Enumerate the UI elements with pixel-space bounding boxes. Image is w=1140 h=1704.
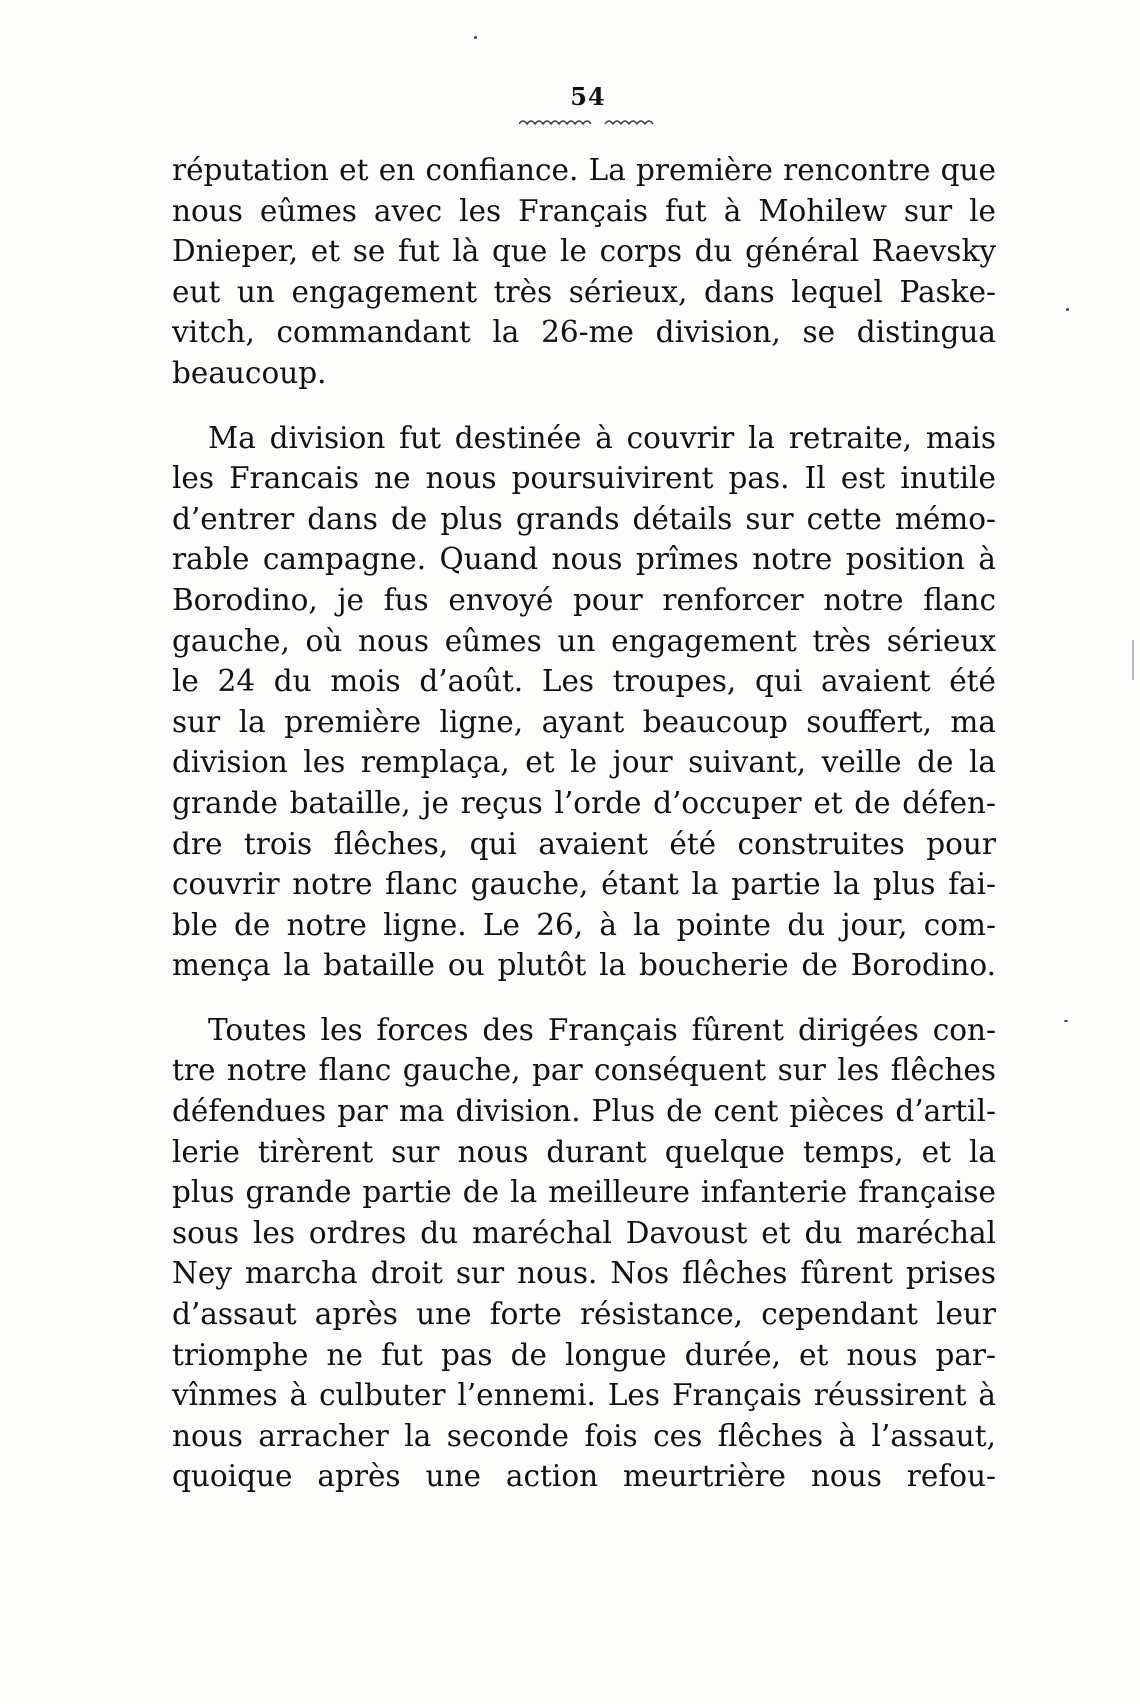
scan-speck — [1064, 1020, 1068, 1022]
text-line: Borodino, je fus envoyé pour renforcer notre flanc — [172, 582, 996, 617]
text-line: Toutes les forces des Français fûrent dirigées con- — [208, 1012, 996, 1047]
scan-speck — [1066, 308, 1069, 311]
page-number: 54 — [570, 82, 606, 111]
text-line: le 24 du mois d’août. Les troupes, qui avaient été — [172, 664, 996, 699]
text-line: Ney marcha droit sur nous. Nos flêches fûrent prises — [172, 1256, 996, 1291]
text-line: Dnieper, et se fut là que le corps du général Raevsky — [172, 234, 996, 269]
text-line: sous les ordres du maréchal Davoust et du maréchal — [172, 1215, 996, 1250]
text-line: dre trois flêches, qui avaient été construites pour — [172, 826, 996, 861]
text-line: grande bataille, je reçus l’orde d’occuper et de défen- — [172, 785, 996, 820]
text-line: gauche, où nous eûmes un engagement très sérieux — [172, 623, 996, 658]
scan-speck — [474, 36, 477, 39]
wavy-rule-ornament — [519, 116, 657, 128]
text-line: d’entrer dans de plus grands détails sur cette mémo- — [172, 501, 996, 536]
scan-speck — [1132, 640, 1134, 680]
text-line: tre notre flanc gauche, par conséquent sur les flêches — [172, 1053, 996, 1088]
paragraph-3 — [172, 1010, 996, 1497]
text-line: triomphe ne fut pas de longue durée, et nous par- — [172, 1337, 996, 1372]
text-line: eut un engagement très sérieux, dans lequel Paske- — [172, 274, 996, 309]
paragraph-2 — [172, 418, 996, 986]
text-line: mença la bataille ou plutôt la boucherie de Borodino. — [172, 948, 996, 983]
text-line: nous arracher la seconde fois ces flêches à l’assaut, — [172, 1418, 996, 1453]
text-line: division les remplaça, et le jour suivant, veille de la — [172, 745, 996, 780]
text-line: d’assaut après une forte résistance, cependant leur — [172, 1297, 996, 1332]
text-line: lerie tirèrent sur nous durant quelque temps, et la — [172, 1134, 996, 1169]
text-line: quoique après une action meurtrière nous refou- — [172, 1459, 996, 1494]
text-line: vînmes à culbuter l’ennemi. Les Français réussirent à — [172, 1378, 996, 1413]
text-line: réputation et en confiance. La première rencontre que — [172, 153, 996, 187]
text-line: sur la première ligne, ayant beaucoup souffert, ma — [172, 704, 996, 739]
text-line: beaucoup. — [172, 355, 327, 390]
body-text — [172, 150, 996, 1497]
text-line: couvrir notre flanc gauche, étant la partie la plus fai- — [172, 867, 996, 902]
text-line: rable campagne. Quand nous prîmes notre position à — [172, 542, 996, 577]
text-line: vitch, commandant la 26-me division, se distingua — [172, 315, 996, 350]
text-line: défendues par ma division. Plus de cent pièces d’artil- — [172, 1094, 996, 1129]
text-line: nous eûmes avec les Français fut à Mohilew sur le — [172, 193, 996, 228]
text-line: ble de notre ligne. Le 26, à la pointe du jour, com- — [172, 907, 996, 942]
text-line: plus grande partie de la meilleure infanterie française — [172, 1175, 996, 1210]
paragraph-1 — [172, 150, 996, 394]
text-line: Ma division fut destinée à couvrir la retraite, mais — [208, 420, 996, 455]
text-line: les Francais ne nous poursuivirent pas. Il est inutile — [172, 461, 996, 496]
